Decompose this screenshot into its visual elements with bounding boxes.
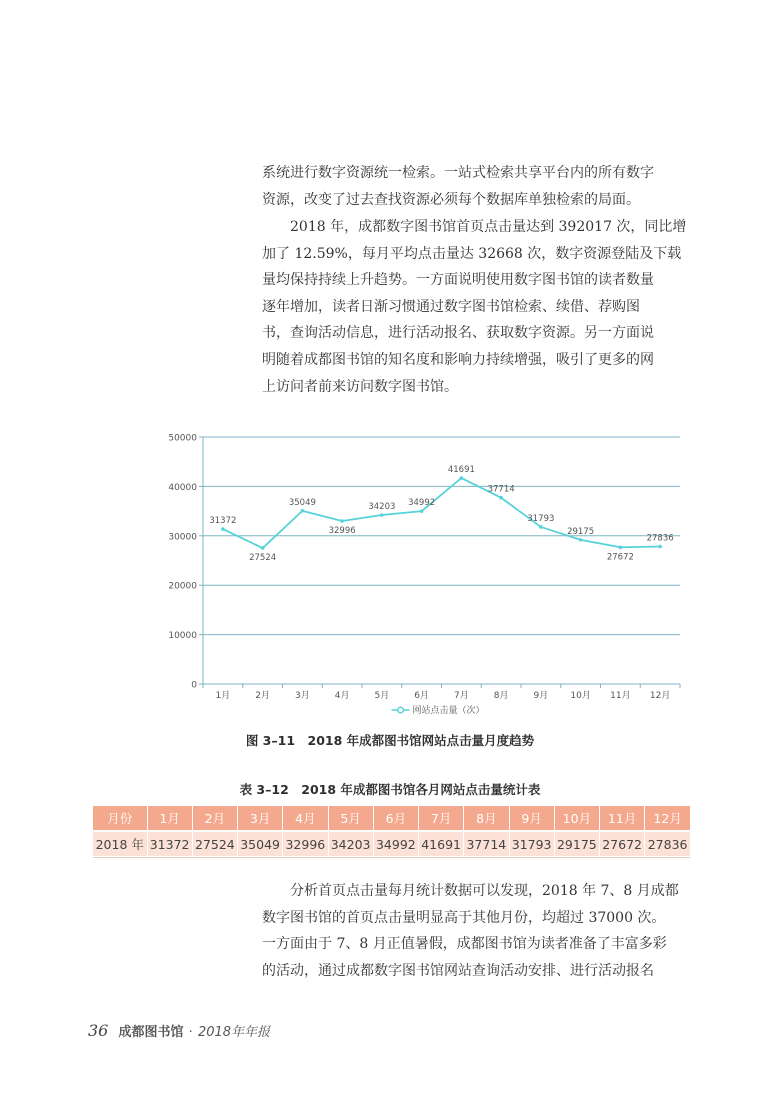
page-number: 36 — [88, 1021, 109, 1040]
data-label: 41691 — [447, 465, 475, 476]
table-header-cell: 2月 — [192, 806, 237, 831]
x-tick-label: 1月 — [215, 691, 231, 701]
x-tick-label: 12月 — [649, 691, 671, 701]
table-header-cell: 1月 — [147, 806, 192, 831]
table-cell: 37714 — [464, 831, 509, 856]
table-cell: 32996 — [283, 831, 328, 856]
y-tick-label: 20000 — [168, 581, 197, 592]
text-line: 数字图书馆的首页点击量明显高于其他月份，均超过 37000 次。 — [262, 909, 666, 926]
data-point — [460, 476, 464, 480]
table-cell: 41691 — [419, 831, 464, 856]
table-header-label: 月份 — [93, 806, 147, 831]
text-line: 量均保持持续上升趋势。一方面说明使用数字图书馆的读者数量 — [262, 272, 654, 289]
table-cell: 29175 — [554, 831, 599, 856]
text-line: 上访问者前来访问数字图书馆。 — [262, 378, 458, 395]
x-tick-label: 3月 — [295, 691, 310, 701]
data-point — [539, 525, 543, 529]
table-cell: 34992 — [373, 831, 418, 856]
x-tick-label: 2月 — [255, 691, 270, 701]
text-line: 明随着成都图书馆的知名度和影响力持续增强，吸引了更多的网 — [262, 351, 654, 368]
data-point — [221, 527, 225, 531]
table-header-cell: 5月 — [328, 806, 373, 831]
table-bottom-rule — [93, 857, 690, 858]
data-label: 27524 — [249, 553, 277, 564]
table-caption: 表 3–12 2018 年成都图书馆各月网站点击量统计表 — [239, 782, 541, 797]
data-point — [619, 546, 623, 550]
page-footer — [88, 1021, 270, 1040]
data-label: 37714 — [487, 484, 515, 495]
table-cell: 31793 — [509, 831, 554, 856]
series-line — [223, 478, 660, 548]
data-point — [301, 509, 305, 513]
chart-axes — [168, 434, 680, 702]
data-label: 35049 — [288, 497, 316, 508]
data-point — [658, 545, 662, 549]
text-line: 的活动，通过成都数字图书馆网站查询活动安排、进行活动报名 — [262, 962, 654, 979]
paragraph-analysis — [262, 878, 692, 984]
x-tick-label: 9月 — [533, 691, 549, 701]
x-tick-label: 4月 — [334, 691, 350, 701]
data-label: 32996 — [328, 525, 356, 536]
footer-title: 成都图书馆 — [118, 1025, 184, 1040]
data-point — [340, 519, 344, 523]
text-line: 一方面由于 7、8 月正值暑假，成都图书馆为读者准备了丰富多彩 — [262, 936, 667, 953]
data-point — [579, 538, 583, 542]
table-row — [93, 831, 690, 856]
y-tick-label: 0 — [191, 680, 197, 691]
chart-legend — [392, 704, 485, 716]
text-line: 分析首页点击量每月统计数据可以发现，2018 年 7、8 月成都 — [262, 883, 679, 899]
data-label: 29175 — [567, 526, 595, 537]
x-tick-label: 7月 — [454, 691, 469, 701]
table-header-cell: 4月 — [283, 806, 328, 831]
paragraph-click-stats — [262, 214, 692, 400]
monthly-clicks-table — [93, 806, 690, 856]
table-cell: 27672 — [600, 831, 645, 856]
text-line: 资源，改变了过去查找资源必须每个数据库单独检索的局面。 — [262, 191, 640, 208]
data-point — [380, 513, 384, 517]
table-row-label: 2018 年 — [93, 831, 147, 856]
y-tick-label: 50000 — [168, 433, 197, 444]
text-line: 2018 年，成都数字图书馆首页点击量达到 392017 次，同比增 — [262, 219, 687, 235]
paragraph-intro — [262, 160, 692, 213]
table-header-cell: 8月 — [464, 806, 509, 831]
data-label: 34203 — [368, 502, 396, 513]
x-tick-label: 11月 — [610, 691, 631, 701]
footer-separator: · — [188, 1025, 193, 1040]
text-line: 书，查询活动信息，进行活动报名、获取数字资源。另一方面说 — [262, 325, 654, 342]
y-tick-label: 30000 — [168, 532, 197, 543]
y-tick-label: 10000 — [168, 631, 197, 642]
x-tick-label: 6月 — [414, 691, 429, 701]
table-cell: 31372 — [147, 831, 192, 856]
x-tick-label: 5月 — [374, 691, 390, 701]
data-point — [261, 546, 265, 550]
data-label: 34992 — [408, 498, 436, 509]
table-cell: 34203 — [328, 831, 373, 856]
table-header-cell: 9月 — [509, 806, 554, 831]
text-line: 系统进行数字资源统一检索。一站式检索共享平台内的所有数字 — [262, 165, 654, 181]
data-point — [420, 509, 424, 513]
table-cell: 27524 — [192, 831, 237, 856]
data-label: 27836 — [646, 533, 674, 544]
table-cell: 27836 — [645, 831, 690, 856]
chart-series-line — [221, 476, 662, 550]
data-label: 27672 — [606, 552, 634, 563]
table-header-cell: 3月 — [238, 806, 283, 831]
table-header-cell: 10月 — [554, 806, 599, 831]
y-tick-label: 40000 — [168, 482, 197, 493]
figure-caption: 图 3–11 2018 年成都图书馆网站点击量月度趋势 — [245, 733, 535, 748]
data-point — [499, 496, 503, 500]
x-tick-label: 8月 — [493, 691, 509, 701]
data-label: 31372 — [209, 516, 237, 527]
table-header-row — [93, 806, 690, 831]
x-tick-label: 10月 — [570, 691, 591, 701]
table-header-cell: 12月 — [645, 806, 690, 831]
table-header-cell: 11月 — [600, 806, 645, 831]
table-header-cell: 7月 — [419, 806, 464, 831]
legend-marker — [398, 707, 404, 713]
data-label: 31793 — [527, 513, 555, 524]
text-line: 加了 12.59%，每月平均点击量达 32668 次，数字资源登陆及下载 — [262, 245, 682, 262]
legend-label: 网站点击量（次） — [412, 706, 485, 716]
chart-data-labels — [209, 465, 673, 563]
line-chart — [160, 425, 700, 725]
footer-subtitle: 2018年年报 — [197, 1025, 271, 1040]
table-header-cell: 6月 — [373, 806, 418, 831]
table-cell: 35049 — [238, 831, 283, 856]
text-line: 逐年增加，读者日渐习惯通过数字图书馆检索、续借、荐购图 — [262, 298, 640, 315]
